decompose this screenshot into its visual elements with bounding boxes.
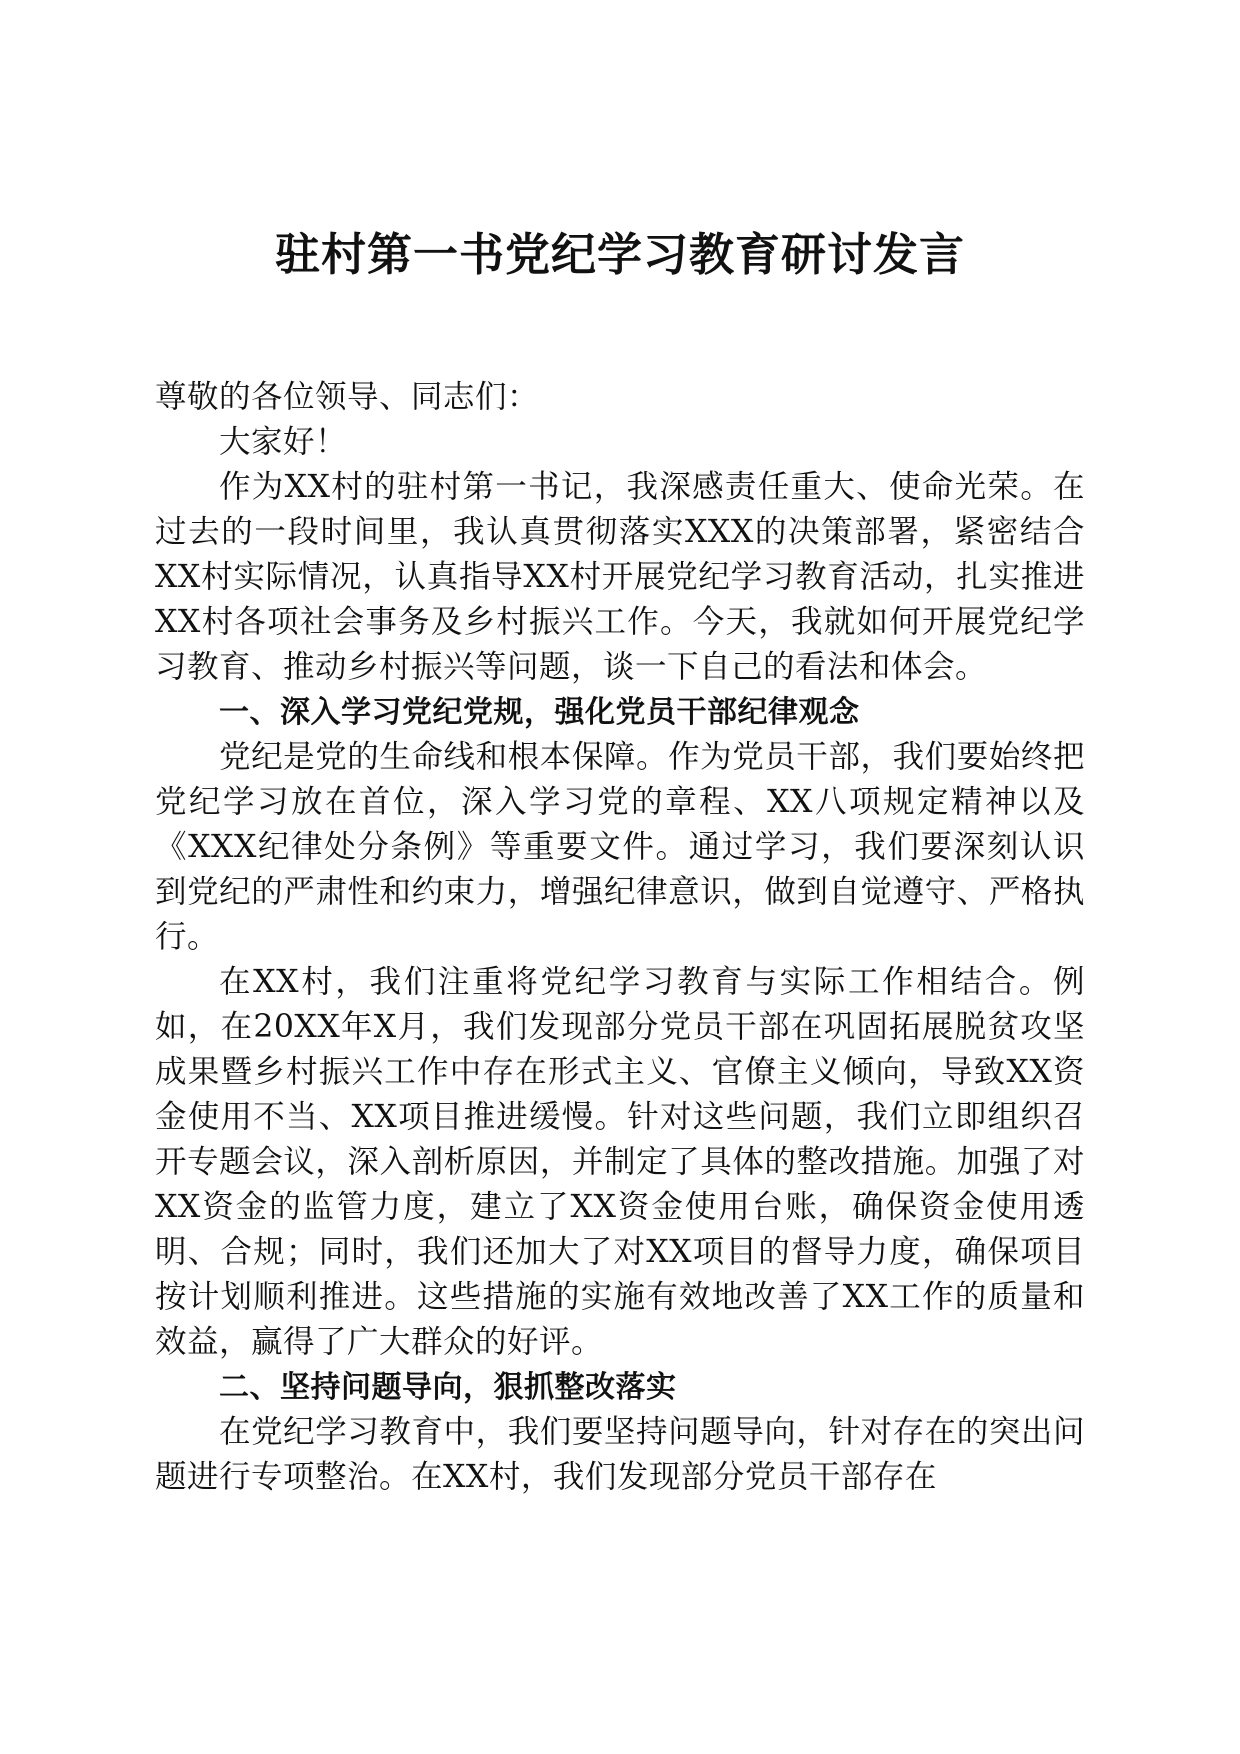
section1-paragraph-2: 在XX村，我们注重将党纪学习教育与实际工作相结合。例如，在20XX年X月，我们发现部分党员干部在巩固拓展脱贫攻坚成果暨乡村振兴工作中存在形式主义、官僚主义倾向，导致XX资金使用不当、XX项目推进缓慢。针对这些问题，我们立即组织召开专题会议，深入剖析原因，并制定了具体的整改措施。加强了对XX资金的监管力度，建立了XX资金使用台账，确保资金使用透明、合规；同时，我们还加大了对XX项目的督导力度，确保项目按计划顺利推进。这些措施的实施有效地改善了XX工作的质量和效益，赢得了广大群众的好评。 — [155, 964, 1085, 1360]
intro-paragraph: 作为XX村的驻村第一书记，我深感责任重大、使命光荣。在过去的一段时间里，我认真贯彻落实XXX的决策部署，紧密结合XX村实际情况，认真指导XX村开展党纪学习教育活动，扎实推进XX村各项社会事务及乡村振兴工作。今天，我就如何开展党纪学习教育、推动乡村振兴等问题，谈一下自己的看法和体会。 — [155, 469, 1085, 685]
section-heading-2: 二、坚持问题导向，狠抓整改落实 — [219, 1370, 677, 1405]
section-heading-1: 一、深入学习党纪党规，强化党员干部纪律观念 — [219, 695, 860, 730]
greeting: 大家好！ — [219, 424, 348, 460]
document-body — [155, 375, 1085, 1500]
document-title: 驻村第一书党纪学习教育研讨发言 — [274, 228, 965, 281]
section2-paragraph-1: 在党纪学习教育中，我们要坚持问题导向，针对存在的突出问题进行专项整治。在XX村，我们发现部分党员干部存在 — [155, 1414, 1085, 1495]
salutation: 尊敬的各位领导、同志们： — [155, 379, 540, 415]
section1-paragraph-1: 党纪是党的生命线和根本保障。作为党员干部，我们要始终把党纪学习放在首位，深入学习党的章程、XX八项规定精神以及《XXX纪律处分条例》等重要文件。通过学习，我们要深刻认识到党纪的严肃性和约束力，增强纪律意识，做到自觉遵守、严格执行。 — [155, 739, 1085, 955]
